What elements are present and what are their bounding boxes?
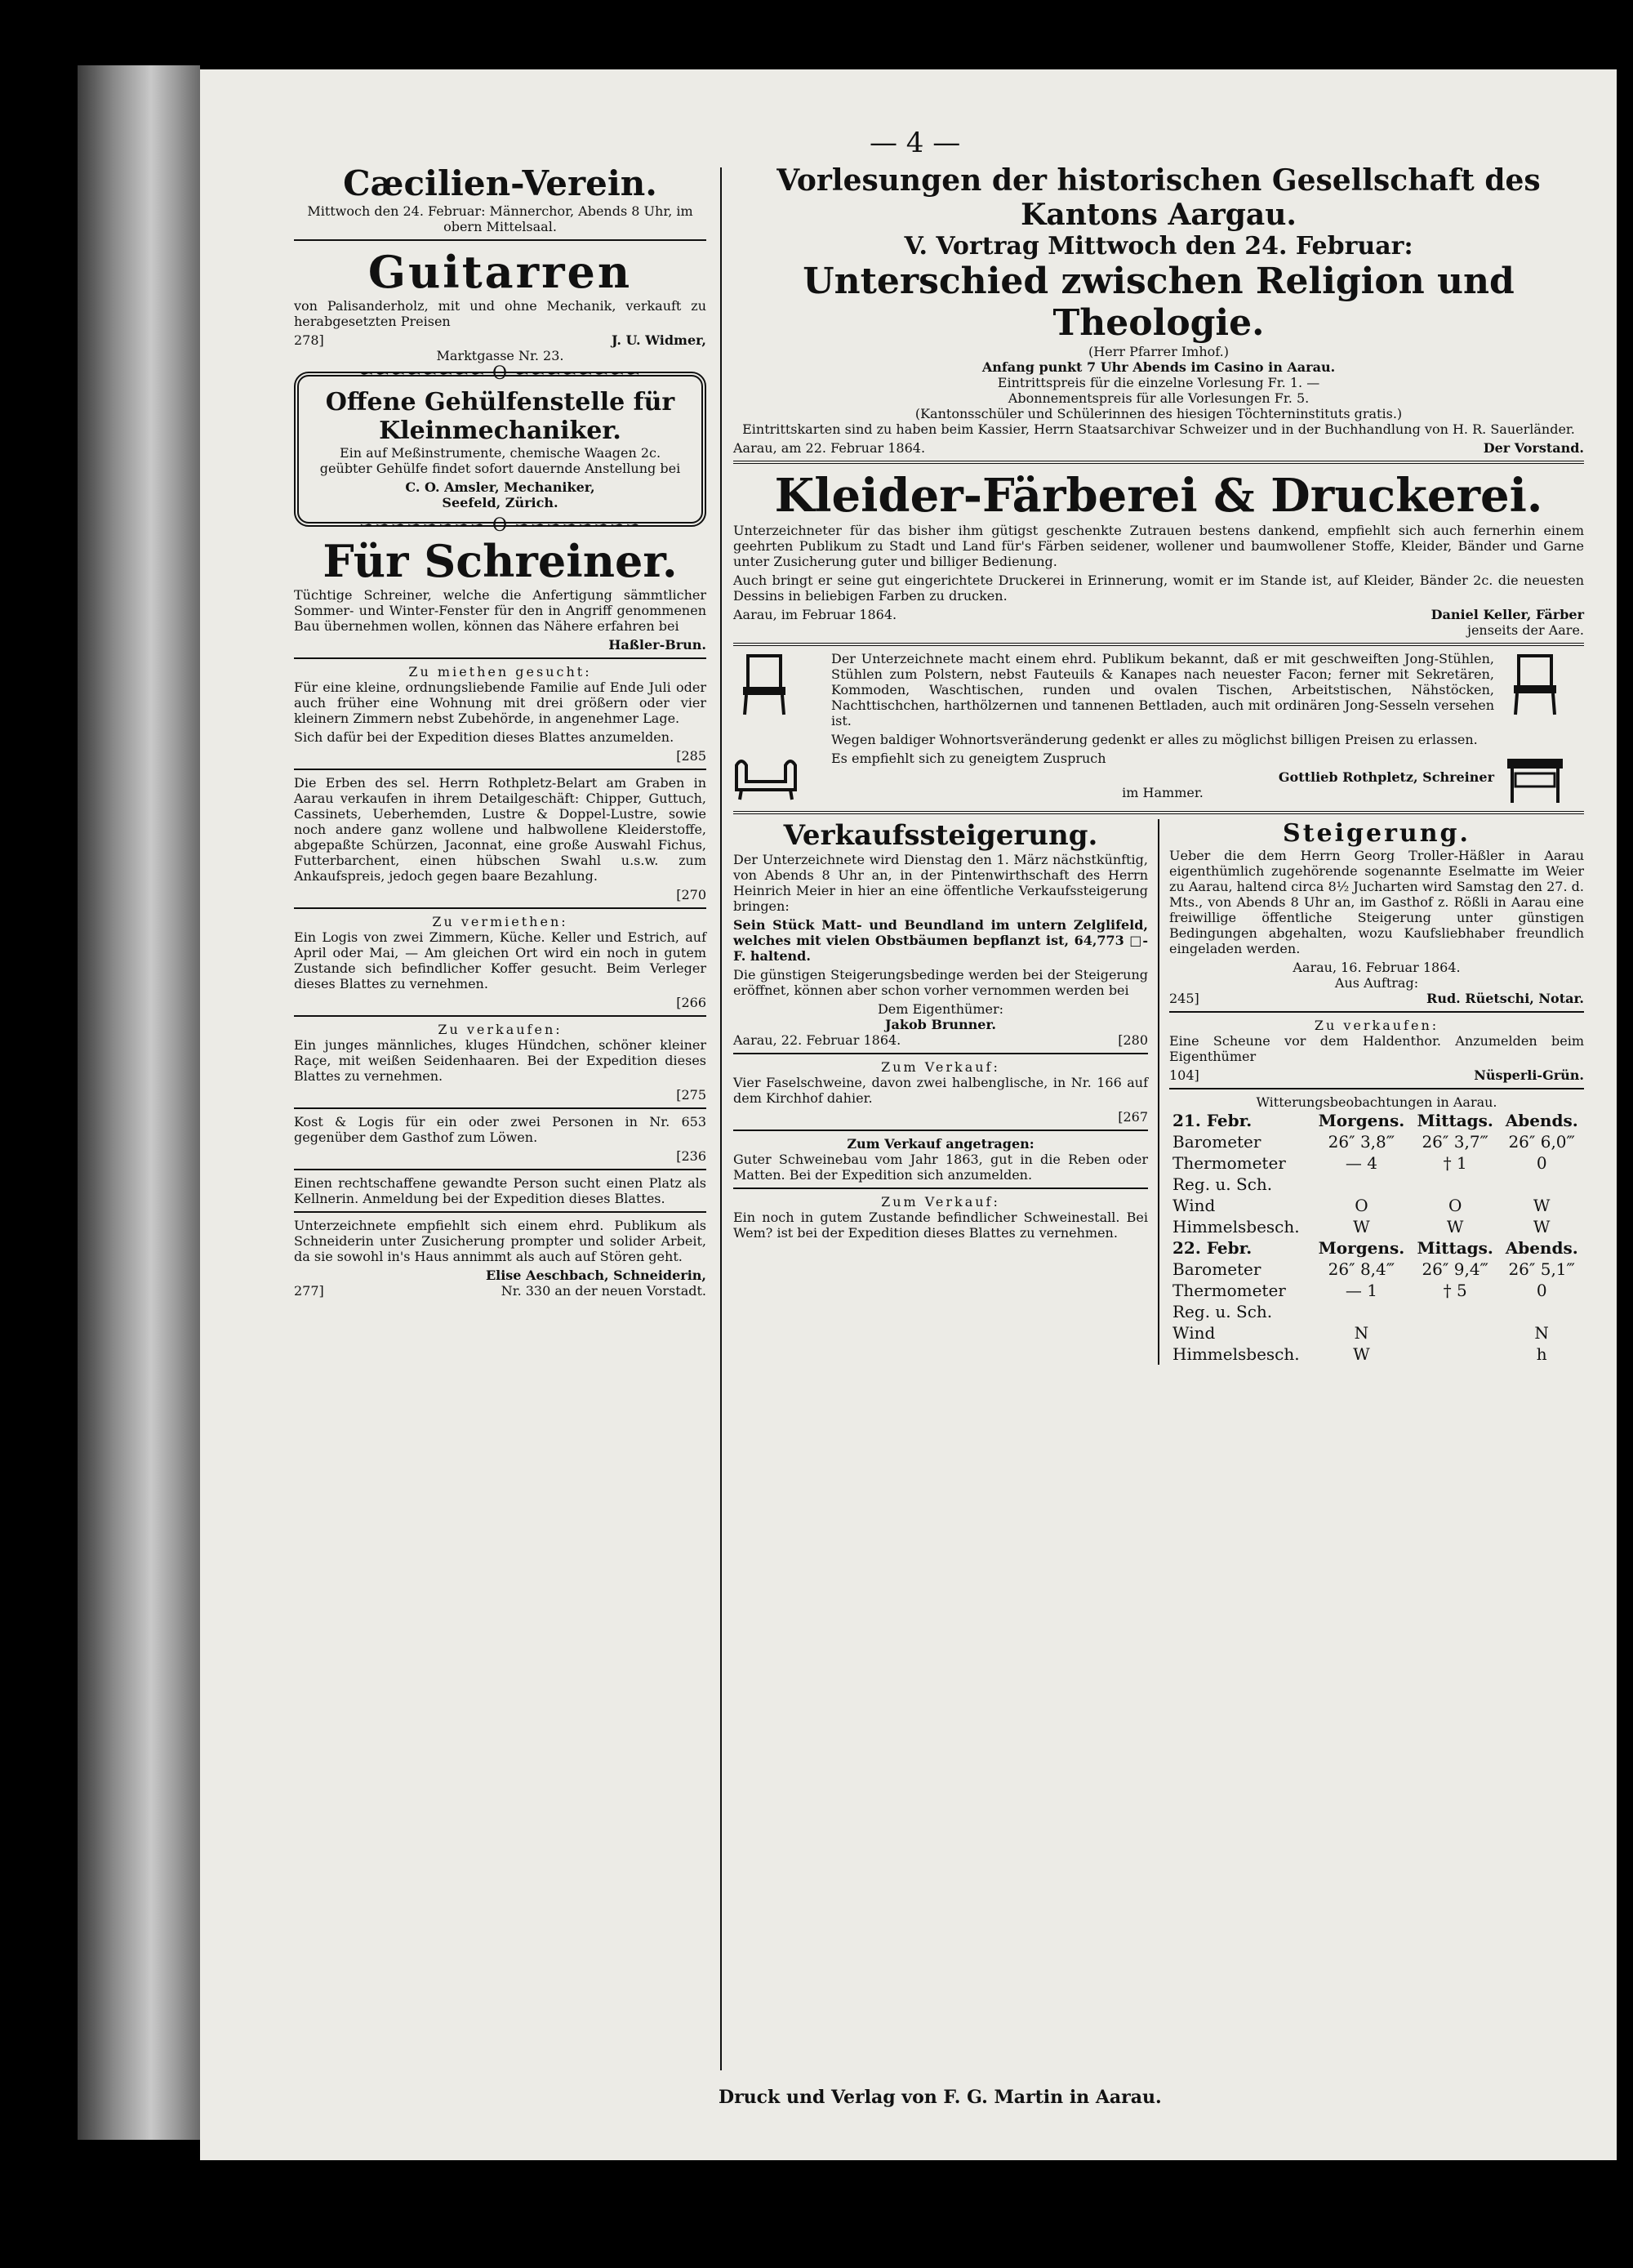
steigerung2-sig: Rud. Rüetschi, Notar. (1426, 991, 1584, 1006)
caecilien-title: Cæcilien-Verein. (343, 163, 657, 203)
weather-header-row (1169, 1110, 1584, 1131)
faerberei-sig: Daniel Keller, Färber (1431, 607, 1584, 622)
weather-table (1169, 1110, 1584, 1365)
vorlesungen-sig: Der Vorstand. (1483, 440, 1584, 456)
weather-header-cell: Mittags. (1417, 1111, 1493, 1130)
weather-row (1169, 1152, 1584, 1174)
moebel-text2: Wegen baldiger Wohnortsveränderung gedenkt er alles zu möglichst billigen Preisen zu erlassen. (831, 732, 1478, 747)
vorlesungen-schueler: (Kantonsschüler und Schülerinnen des hiesigen Töchterninstituts gratis.) (914, 406, 1403, 421)
moebel-text3: Es empfiehlt sich zu geneigtem Zuspruch (831, 751, 1106, 766)
weather-header-cell: 22. Febr. (1172, 1238, 1253, 1258)
divider (733, 461, 1584, 464)
schreiner-text: Tüchtige Schreiner, welche die Anfertigung sämmtlicher Sommer- und Winter-Fenster für den in Angriff genommenen Bau übernehmen wollen, können das Nähere erfahren bei (294, 587, 706, 634)
weather-cell: 26″ 8,4‴ (1328, 1259, 1395, 1279)
steigerung1-title: Verkaufssteigerung. (783, 819, 1098, 852)
weather-cell: N (1534, 1323, 1549, 1343)
weather-row (1169, 1131, 1584, 1152)
verkaufen-title: Zu verkaufen: (438, 1022, 563, 1037)
weather-cell: — 4 (1345, 1153, 1377, 1173)
moebel-sig: Gottlieb Rothpletz, Schreiner (1278, 769, 1494, 785)
kost-num: [236 (676, 1148, 706, 1164)
weather-row (1169, 1259, 1584, 1280)
scheune-num: 104] (1169, 1067, 1199, 1083)
stelle-title-1: Offene Gehülfenstelle für (325, 388, 675, 417)
guitarren-title: Guitarren (367, 246, 633, 298)
vorlesungen-topic: Unterschied zwischen Religion und Theologie. (803, 261, 1515, 344)
mieten-title: Zu miethen gesucht: (408, 664, 592, 680)
book-binding (78, 65, 200, 2140)
scheune-sig: Nüsperli-Grün. (1474, 1067, 1584, 1083)
weather-cell: Reg. u. Sch. (1172, 1174, 1273, 1194)
weather-cell: W (1446, 1217, 1464, 1236)
schneiderin-sig: Elise Aeschbach, Schneiderin, (485, 1268, 706, 1283)
fasel-title: Zum Verkauf: (881, 1059, 1000, 1075)
weather-cell: 0 (1536, 1153, 1547, 1173)
guitarren-seller: J. U. Widmer, (612, 332, 706, 348)
column-divider (720, 167, 722, 2070)
steigerung1-text2: Die günstigen Steigerungsbedinge werden bei der Steigerung eröffnet, können aber schon vorher vernommen werden bei (733, 967, 1148, 998)
weather-cell (1411, 1301, 1499, 1322)
chair-icon (733, 651, 799, 716)
stelle-text: Ein auf Meßinstrumente, chemische Waagen 2c. geübter Gehülfe findet sofort dauernde Anstellung bei (319, 445, 681, 476)
weather-cell: 26″ 3,8‴ (1328, 1132, 1395, 1152)
divider (294, 1169, 706, 1170)
weather-header-cell: Abends. (1505, 1111, 1578, 1130)
weather-cell: W (1353, 1217, 1370, 1236)
footer-imprint: Druck und Verlag von F. G. Martin in Aarau. (719, 2087, 1162, 2108)
weather-cell: Wind (1172, 1196, 1216, 1215)
stelle-title-2: Kleinmechaniker. (379, 417, 621, 445)
schweinestall-title: Zum Verkauf: (881, 1194, 1000, 1210)
page-number: — 4 — (870, 127, 961, 159)
faerberei-sig2: jenseits der Aare. (1467, 622, 1584, 638)
weather-cell: W (1353, 1344, 1370, 1364)
weather-header-cell: 21. Febr. (1172, 1111, 1253, 1130)
divider (733, 1053, 1148, 1054)
weather-row (1169, 1195, 1584, 1216)
divider (294, 1015, 706, 1017)
weather-header-cell: Morgens. (1318, 1111, 1405, 1130)
weather-cell: h (1536, 1344, 1547, 1364)
erben-num: [270 (676, 887, 706, 902)
vorlesungen-date: Aarau, am 22. Februar 1864. (733, 440, 926, 456)
faerberei-date: Aarau, im Februar 1864. (733, 607, 897, 622)
weather-row (1169, 1280, 1584, 1301)
divider (733, 811, 1584, 814)
steigerung2-title: Steigerung. (1283, 819, 1471, 848)
vorlesungen-abo: Abonnementspreis für alle Vorlesungen Fr. 5. (1008, 390, 1310, 406)
moebel-sig2: im Hammer. (1122, 785, 1204, 800)
steigerung1-owner: Jakob Brunner. (884, 1017, 996, 1032)
chair-icon (1502, 651, 1568, 716)
weather-header-row (1169, 1237, 1584, 1259)
wetter-title: Witterungsbeobachtungen in Aarau. (1256, 1094, 1497, 1110)
divider (1169, 1011, 1584, 1013)
left-column (294, 163, 706, 1299)
caecilien-text: Mittwoch den 24. Februar: Männerchor, Abends 8 Uhr, im obern Mittelsaal. (307, 203, 693, 234)
kost-text: Kost & Logis für ein oder zwei Personen in Nr. 653 gegenüber dem Gasthof zum Löwen. (294, 1114, 706, 1145)
weather-cell: † 1 (1443, 1153, 1467, 1173)
schneiderin-addr: Nr. 330 an der neuen Vorstadt. (501, 1283, 706, 1299)
weather-cell: Reg. u. Sch. (1172, 1302, 1273, 1321)
steigerung1-text: Der Unterzeichnete wird Dienstag den 1. März nächstkünftig, von Abends 8 Uhr an, in der Pintenwirthschaft des Herrn Heinrich Meier in hier an eine öffentliche Verkaufssteigerung bringen: (733, 852, 1148, 914)
schneiderin-num: 277] (294, 1283, 324, 1299)
steigerung2-text: Ueber die dem Herrn Georg Troller-Häßler in Aarau eigenthümlich zugehörende sogenannte Eselmatte im Weier zu Aarau, haltend circa 8½ Jucharten wird Samstag den 27. d. Mts., von Abends 8 Uhr an, im Gasthof z. Rößli in Aarau eine freiwillige öffentliche Steigerung unter günstigen Bedingungen abgehalten, wozu Kaufsliebhaber freundlich eingeladen werden. (1169, 848, 1584, 956)
weather-cell (1312, 1174, 1411, 1195)
weather-cell: O (1448, 1196, 1462, 1215)
steigerung1-num: [280 (1118, 1032, 1148, 1048)
moebel-text1: Der Unterzeichnete macht einem ehrd. Publikum bekannt, daß er mit geschweiften Jong-Stühlen, Stühlen zum Polstern, nebst Fauteuils & Kanapes nach neuester Facon; ferner mit Sekretären, Kommoden, Waschtischen, runden und ovalen Tischen, Arbeitstischen, Nähstöcken, Nachttischchen, harthölzernen und tannenen Bettladen, auch mit ordinären Jong-Sesseln versehen ist. (831, 651, 1494, 729)
steigerung2-auftrag: Aus Auftrag: (1334, 975, 1419, 991)
vermiethen-title: Zu vermiethen: (432, 914, 568, 929)
weather-cell (1312, 1301, 1411, 1322)
stelle-firm: C. O. Amsler, Mechaniker, (405, 479, 595, 495)
weather-cell (1411, 1322, 1499, 1343)
steigerung1-owner-label: Dem Eigenthümer: (877, 1001, 1004, 1017)
weather-cell: 26″ 5,1‴ (1508, 1259, 1575, 1279)
vorlesungen-karten: Eintrittskarten sind zu haben beim Kassier, Herrn Staatsarchivar Schweizer und in der Buchhandlung von H. R. Sauerländer. (742, 421, 1575, 437)
scheune-title: Zu verkaufen: (1314, 1018, 1439, 1033)
guitarren-text: von Palisanderholz, mit und ohne Mechanik, verkauft zu herabgesetzten Preisen (294, 298, 706, 329)
steigerung1-date: Aarau, 22. Februar 1864. (733, 1032, 901, 1048)
weather-cell: 26″ 3,7‴ (1422, 1132, 1488, 1152)
divider (294, 1107, 706, 1109)
divider (733, 1187, 1148, 1189)
weather-header-cell: Morgens. (1318, 1238, 1405, 1258)
schweinebau-text: Guter Schweinebau vom Jahr 1863, gut in die Reben oder Matten. Bei der Expedition sich anzumelden. (733, 1152, 1148, 1183)
divider (1169, 1088, 1584, 1089)
guitarren-num: 278] (294, 332, 324, 348)
weather-row (1169, 1301, 1584, 1322)
weather-row (1169, 1343, 1584, 1365)
mieten-text2: Sich dafür bei der Expedition dieses Blattes anzumelden. (294, 729, 674, 745)
schneiderin-text: Unterzeichnete empfiehlt sich einem ehrd. Publikum als Schneiderin unter Zusicherung prompter und solider Arbeit, da sie sowohl in's Haus annimmt als auch auf Stören geht. (294, 1218, 706, 1264)
divider (294, 1211, 706, 1213)
fasel-text: Vier Faselschweine, davon zwei halbenglische, in Nr. 166 auf dem Kirchhof dahier. (733, 1075, 1148, 1106)
weather-cell: W (1533, 1217, 1551, 1236)
weather-cell: O (1355, 1196, 1368, 1215)
weather-cell: Wind (1172, 1323, 1216, 1343)
ornament-border: ∽∽∽∽∽∽∽∽ O ∽∽∽∽∽∽∽∽ (358, 363, 642, 383)
schweinebau-title: Zum Verkauf angetragen: (847, 1136, 1035, 1152)
stelle-box (294, 363, 706, 535)
stelle-place: Seefeld, Zürich. (442, 495, 558, 510)
weather-cell: Thermometer (1172, 1153, 1286, 1173)
vermiethen-num: [266 (676, 995, 706, 1010)
weather-cell (1499, 1301, 1584, 1322)
sofa-icon (733, 741, 799, 806)
steigerung2-date: Aarau, 16. Februar 1864. (1293, 960, 1461, 975)
weather-cell (1411, 1174, 1499, 1195)
ornament-border: ∽∽∽∽∽∽∽∽ O ∽∽∽∽∽∽∽∽ (358, 515, 642, 535)
guitarren-addr: Marktgasse Nr. 23. (436, 348, 564, 363)
weather-cell: Barometer (1172, 1132, 1261, 1152)
weather-header-cell: Abends. (1505, 1238, 1578, 1258)
weather-cell: — 1 (1345, 1281, 1377, 1300)
erben-text: Die Erben des sel. Herrn Rothpletz-Belart am Graben in Aarau verkaufen in ihrem Detailgeschäft: Chipper, Guttuch, Cassinets, Ueberhemden, Lustre & Doppel-Lustre, sowie noch andere ganz wollene und halbwollene Kleiderstoffe, abgepaßte Schürzen, Jaconnat, eine große Auswahl Fichus, Futterbarchent, einen hübschen Swahl u.s.w. zum Ankaufspreis, jedoch gegen baare Bezahlung. (294, 775, 706, 884)
bottom-left-subcolumn (733, 819, 1148, 1365)
weather-cell: Himmelsbesch. (1172, 1344, 1300, 1364)
verkaufen-num: [275 (676, 1087, 706, 1103)
weather-cell: Thermometer (1172, 1281, 1286, 1300)
steigerung2-num: 245] (1169, 991, 1199, 1006)
weather-cell (1499, 1174, 1584, 1195)
weather-cell: W (1533, 1196, 1551, 1215)
weather-cell: 26″ 6,0‴ (1508, 1132, 1575, 1152)
kellnerin-text: Einen rechtschaffene gewandte Person sucht einen Platz als Kellnerin. Anmeldung bei der Expedition dieses Blattes. (294, 1175, 706, 1206)
divider (294, 769, 706, 770)
verkaufen-text: Ein junges männliches, kluges Hündchen, schöner kleiner Raçe, mit weißen Seidenhaaren. Bei der Expedition dieses Blattes zu vernehmen. (294, 1037, 706, 1084)
weather-row (1169, 1322, 1584, 1343)
schweinestall-text: Ein noch in gutem Zustande befindlicher Schweinestall. Bei Wem? ist bei der Expedition dieses Blattes zu vernehmen. (733, 1210, 1148, 1241)
weather-header-cell: Mittags. (1417, 1238, 1493, 1258)
vorlesungen-vortrag: V. Vortrag Mittwoch den 24. Februar: (904, 232, 1413, 261)
table-icon (1502, 741, 1568, 806)
weather-cell: 26″ 9,4‴ (1422, 1259, 1488, 1279)
steigerung1-item: Sein Stück Matt- und Beundland im untern Zelglifeld, welches mit vielen Obstbäumen bepflanzt ist, 64,773 □-F. haltend. (733, 917, 1148, 964)
weather-row (1169, 1174, 1584, 1195)
divider (733, 643, 1584, 646)
mieten-text: Für eine kleine, ordnungsliebende Familie auf Ende Juli oder auch früher eine Wohnung mit drei größern oder vier kleinern Zimmern nebst Zubehörde, in angenehmer Lage. (294, 680, 706, 726)
schreiner-sig: Haßler-Brun. (608, 637, 706, 653)
weather-cell: † 5 (1443, 1281, 1467, 1300)
faerberei-text2: Auch bringt er seine gut eingerichtete Druckerei in Erinnerung, womit er im Stande ist, auf Kleider, Bänder 2c. die neuesten Dessins in beliebigen Farben zu drucken. (733, 573, 1584, 604)
right-column (733, 163, 1584, 1365)
scheune-text: Eine Scheune vor dem Haldenthor. Anzumelden beim Eigenthümer (1169, 1033, 1584, 1064)
divider (733, 1130, 1148, 1131)
weather-row (1169, 1216, 1584, 1237)
vermiethen-text: Ein Logis von zwei Zimmern, Küche. Keller und Estrich, auf April oder Mai, — Am gleichen Ort wird ein noch in gutem Zustande sich befindlicher Koffer gesucht. Beim Verleger dieses Blattes zu vernehmen. (294, 929, 706, 991)
vorlesungen-eintritt: Eintrittspreis für die einzelne Vorlesung Fr. 1. — (997, 375, 1320, 390)
divider (294, 907, 706, 909)
vorlesungen-title: Vorlesungen der historischen Gesellschaft des Kantons Aargau. (776, 163, 1541, 232)
bottom-section (733, 819, 1584, 1365)
schreiner-title: Für Schreiner. (323, 535, 678, 587)
bottom-right-subcolumn (1158, 819, 1584, 1365)
mieten-num: [285 (676, 748, 706, 764)
divider (294, 239, 706, 241)
vorlesungen-time: Anfang punkt 7 Uhr Abends im Casino in Aarau. (981, 359, 1336, 375)
weather-cell (1411, 1343, 1499, 1365)
weather-cell: Himmelsbesch. (1172, 1217, 1300, 1236)
faerberei-text1: Unterzeichneter für das bisher ihm gütigst geschenkte Zutrauen bestens dankend, empfiehlt sich auch fernerhin einem geehrten Publikum zu Stadt und Land für's Färben seidener, wollener und baumwollener Stoffe, Kleider, Bänder und Garne unter Zusicherung guter und billiger Bedienung. (733, 523, 1584, 569)
faerberei-title: Kleider-Färberei & Druckerei. (774, 469, 1543, 523)
weather-cell: Barometer (1172, 1259, 1261, 1279)
fasel-num: [267 (1118, 1109, 1148, 1125)
divider (294, 657, 706, 659)
vorlesungen-speaker: (Herr Pfarrer Imhof.) (1088, 344, 1229, 359)
weather-cell: N (1354, 1323, 1369, 1343)
weather-cell: 0 (1536, 1281, 1547, 1300)
